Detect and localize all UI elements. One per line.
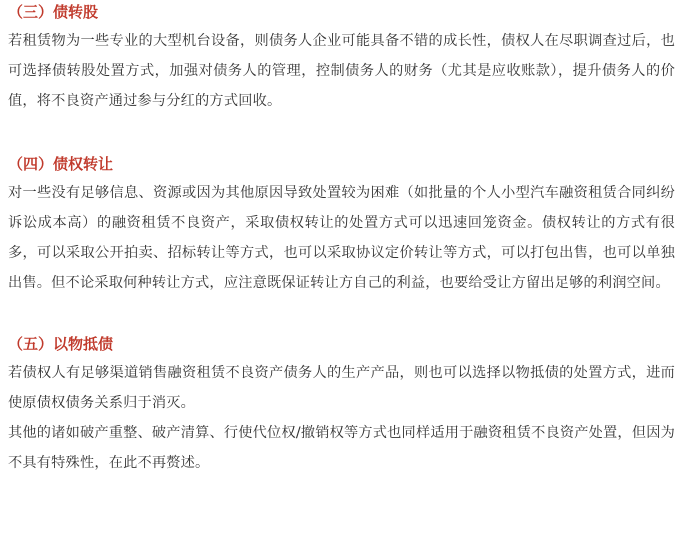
section-paragraph: 其他的诸如破产重整、破产清算、行使代位权/撤销权等方式也同样适用于融资租赁不良资产处置，但因为不具有特殊性，在此不再赘述。 [8, 425, 675, 471]
section-paragraph: 对一些没有足够信息、资源或因为其他原因导致处置较为困难（如批量的个人小型汽车融资租赁合同纠纷诉讼成本高）的融资租赁不良资产，采取债权转让的处置方式可以迅速回笼资金。债权转让的方式有很多，可以采取公开拍卖、招标转让等方式，也可以采取协议定价转让等方式，可以打包出售，也可以单独出售。但不论采取何种转让方式，应注意既保证转让方自己的利益，也要给受让方留出足够的利润空间。 [8, 185, 675, 291]
section-heading-debt-transfer: （四）债权转让 [8, 155, 114, 173]
section-heading-debt-to-equity: （三）债转股 [8, 3, 99, 21]
section-paragraph: 若租赁物为一些专业的大型机台设备，则债务人企业可能具备不错的成长性，债权人在尽职调查过后，也可选择债转股处置方式，加强对债务人的管理，控制债务人的财务（尤其是应收账款），提升债务人的价值，将不良资产通过参与分红的方式回收。 [8, 33, 675, 109]
section-paragraph: 若债权人有足够渠道销售融资租赁不良资产债务人的生产产品，则也可以选择以物抵债的处置方式，进而使原债权债务关系归于消灭。 [8, 365, 675, 411]
section-heading-debt-in-kind: （五）以物抵债 [8, 335, 114, 353]
